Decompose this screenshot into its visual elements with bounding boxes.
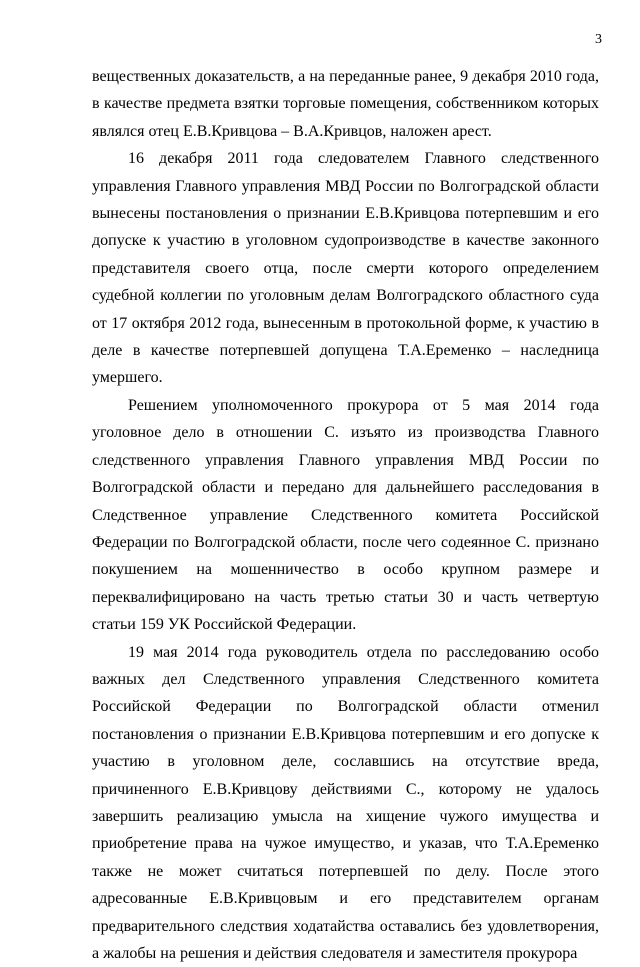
paragraph: 16 декабря 2011 года следователем Главного следственного управления Главного управления МВД России по Волгоградской области вынесены постановления о признании Е.В.Кривцова потерпевшим и его допуске к участию в уголовном судопроизводстве в качестве законного представителя своего отца, после смерти которого определением судебной коллегии по уголовным делам Волгоградского областного суда от 17 октября 2012 года, вынесенным в протокольной форме, к участию в деле в качестве потерпевшей допущена Т.А.Еременко – наследница умершего. — [92, 150, 599, 387]
paragraph: Решением уполномоченного прокурора от 5 мая 2014 года уголовное дело в отношении С. изъято из производства Главного следственного управления Главного управления МВД России по Волгоградской области и передано для дальнейшего расследования в Следственное управление Следственного комитета Российской Федерации по Волгоградской области, после чего содеянное С. признано покушением на мошенничество в особо крупном размере и переквалифицировано на часть третью статьи 30 и часть четвертую статьи 159 УК Российской Федерации. — [92, 396, 599, 634]
paragraph-continuation: вещественных доказательств, а на переданные ранее, 9 декабря 2010 года, в качестве предмета взятки торговые помещения, собственником которых являлся отец Е.В.Кривцова – В.А.Кривцов, наложен арест. — [92, 68, 599, 140]
page-number: 3 — [595, 32, 602, 47]
document-body — [92, 63, 599, 967]
paragraph: 19 мая 2014 года руководитель отдела по расследованию особо важных дел Следственного управления Следственного комитета Российской Федерации по Волгоградской области отменил постановления о признании Е.В.Кривцова потерпевшим и его допуске к участию в уголовном деле, сославшись на отсутствие вреда, причиненного Е.В.Кривцову действиями С., которому не удалось завершить реализацию умысла на хищение чужого имущества и приобретение права на чужое имущество, и указав, что Т.А.Еременко также не может считаться потерпевшей по делу. После этого адресованные Е.В.Кривцовым и его представителем органам предварительного следствия ходатайства оставались без удовлетворения, а жалобы на решения и действия следователя и заместителя прокурора — [92, 643, 599, 962]
